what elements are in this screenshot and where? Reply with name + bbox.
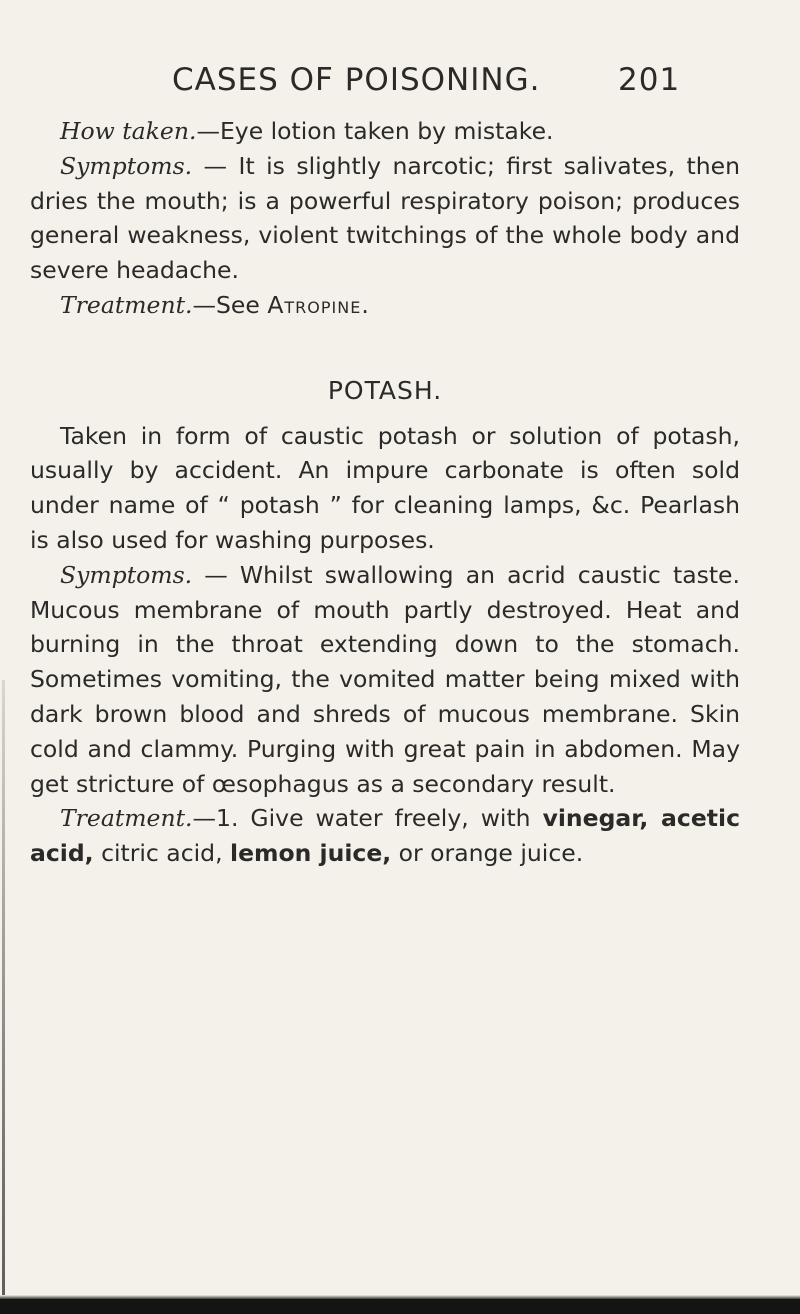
treatment-text-pre: —1. Give water freely, with	[192, 804, 543, 833]
symptoms-paragraph-1	[30, 149, 740, 288]
treatment-bold-vinegar: vinegar, acetic acid,	[30, 804, 740, 868]
symptoms-text-2: — Whilst swallowing an acrid caustic taste. Mucous membrane of mouth partly destroyed. Heat and burning in the throat extending down to the stomach. Sometimes vomiting, the vomited matter being mixed with dark brown blood and shreds of mucous membrane. Skin cold and clammy. Purging with great pain in abdomen. May get stricture of œsophagus as a secondary result.	[30, 560, 740, 798]
symptoms-text-1: — It is slightly narcotic; first salivates, then dries the mouth; is a powerful respiratory poison; produces general weakness, violent twitchings of the whole body and severe headache.	[30, 151, 740, 285]
running-head-title: CASES OF POISONING.	[172, 62, 541, 98]
page-edge-line	[2, 680, 5, 1300]
how-taken-paragraph	[30, 114, 740, 149]
page-number: 201	[618, 62, 681, 98]
how-taken-text: —Eye lotion taken by mistake.	[196, 117, 554, 145]
potash-intro-paragraph: Taken in form of caustic potash or solution of potash, usually by accident. An impure carbonate is often sold under name of “ potash ” for cleaning lamps, &c. Pearlash is also used for washing purposes.	[30, 421, 740, 554]
treatment-label-1: Treatment.	[60, 290, 193, 319]
symptoms-label-2: Symptoms.	[60, 560, 193, 589]
treatment-paragraph-1	[30, 288, 740, 323]
treatment-bold-lemon: lemon juice,	[230, 839, 392, 868]
treatment-dash-1: —See	[192, 290, 268, 319]
page-bottom-edge	[0, 1299, 800, 1314]
running-head	[172, 62, 692, 98]
treatment-text-mid: citric acid,	[93, 839, 231, 868]
treatment-paragraph-2	[30, 801, 740, 871]
symptoms-paragraph-2	[30, 558, 740, 802]
treatment-reference: Atropine.	[267, 290, 370, 319]
symptoms-label-1: Symptoms.	[60, 151, 193, 180]
section-heading-potash: POTASH.	[327, 375, 443, 405]
treatment-text-post: or orange juice.	[391, 839, 584, 868]
treatment-label-2: Treatment.	[60, 804, 193, 833]
how-taken-label: How taken.	[60, 117, 197, 145]
body-text	[30, 114, 740, 871]
